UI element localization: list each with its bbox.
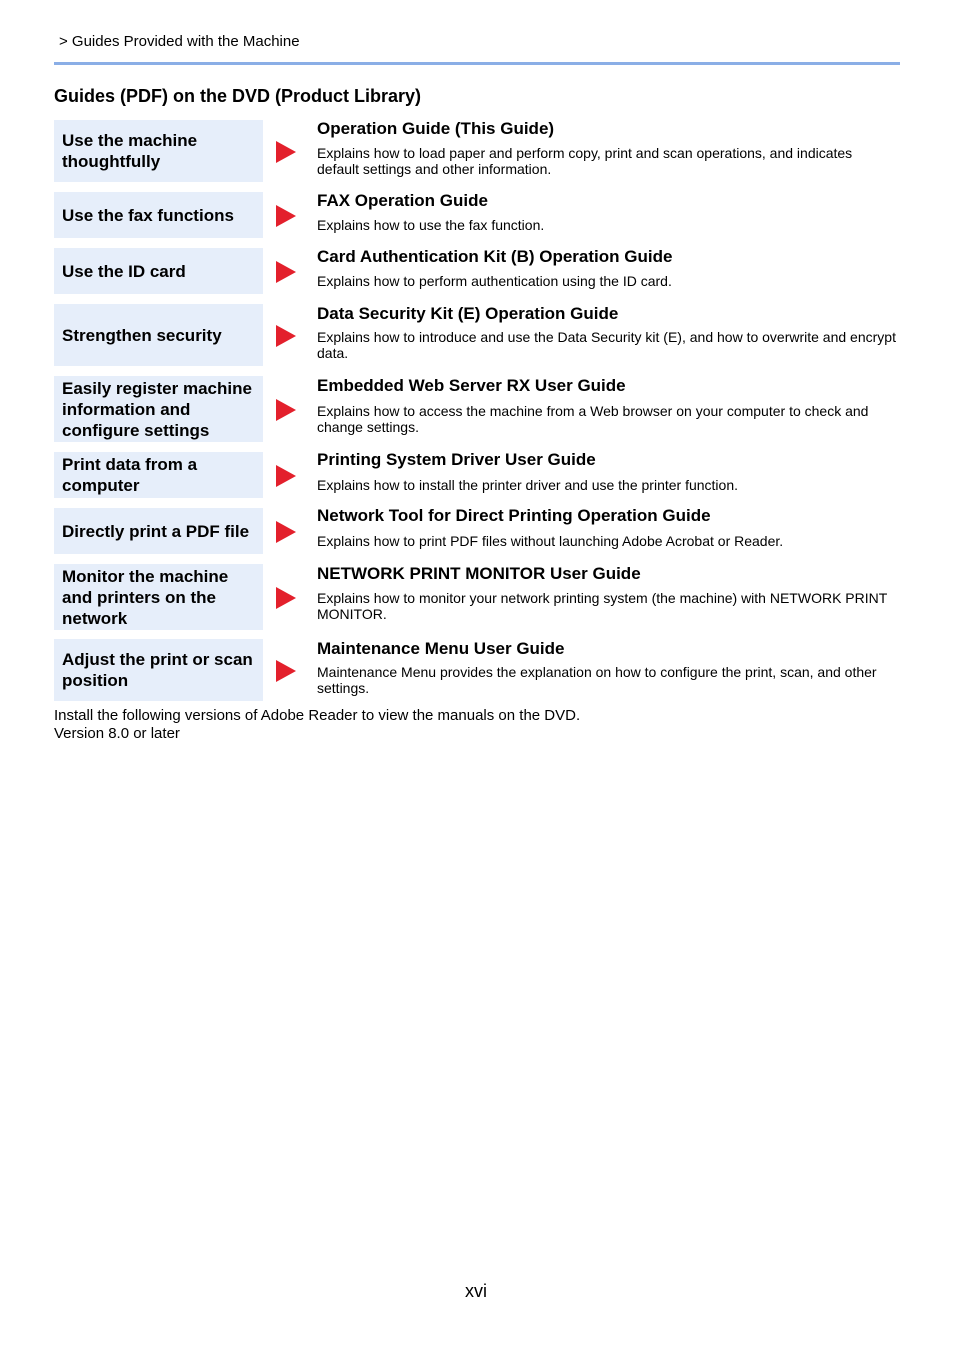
guide-description: Explains how to print PDF files without launching Adobe Acrobat or Reader.	[317, 533, 784, 549]
guide-description: Maintenance Menu provides the explanation on how to configure the print, scan, and other settings.	[317, 664, 877, 696]
task-box: Use the fax functions	[54, 192, 263, 238]
guide-title: Data Security Kit (E) Operation Guide	[317, 304, 619, 323]
task-box: Directly print a PDF file	[54, 508, 263, 554]
arrow-icon	[276, 587, 296, 609]
guide-title: Embedded Web Server RX User Guide	[317, 376, 626, 395]
guide-title: FAX Operation Guide	[317, 191, 488, 210]
guide-title: Maintenance Menu User Guide	[317, 639, 565, 658]
guide-description: Explains how to monitor your network printing system (the machine) with NETWORK PRINT MONITOR.	[317, 590, 888, 622]
guide-description: Explains how to perform authentication using the ID card.	[317, 273, 672, 289]
task-box: Use the machine thoughtfully	[54, 120, 263, 182]
guide-title: Printing System Driver User Guide	[317, 450, 596, 469]
guide-title: NETWORK PRINT MONITOR User Guide	[317, 564, 641, 583]
arrow-icon	[276, 261, 296, 283]
guide-description: Explains how to use the fax function.	[317, 217, 545, 233]
task-box: Strengthen security	[54, 304, 263, 366]
task-box: Use the ID card	[54, 248, 263, 294]
arrow-icon	[276, 465, 296, 487]
arrow-icon	[276, 521, 296, 543]
adobe-reader-note	[54, 707, 580, 743]
task-box: Adjust the print or scan position	[54, 639, 263, 701]
arrow-icon	[276, 141, 296, 163]
note-line: Version 8.0 or later	[54, 725, 180, 742]
guide-description: Explains how to install the printer driver and use the printer function.	[317, 477, 739, 493]
guide-title: Card Authentication Kit (B) Operation Guide	[317, 247, 673, 266]
guide-title: Operation Guide (This Guide)	[317, 119, 555, 138]
page-number: xvi	[465, 1281, 487, 1301]
arrow-icon	[276, 399, 296, 421]
header-divider	[54, 62, 900, 65]
guide-description: Explains how to load paper and perform copy, print and scan operations, and indicates default settings and other information.	[317, 145, 853, 177]
breadcrumb: > Guides Provided with the Machine	[59, 33, 300, 50]
arrow-icon	[276, 325, 296, 347]
note-line: Install the following versions of Adobe Reader to view the manuals on the DVD.	[54, 707, 581, 724]
task-box: Easily register machine information and configure settings	[54, 376, 263, 442]
section-title: Guides (PDF) on the DVD (Product Library)	[54, 86, 422, 106]
arrow-icon	[276, 660, 296, 682]
guide-description: Explains how to access the machine from a Web browser on your computer to check and change settings.	[317, 403, 869, 435]
arrow-icon	[276, 205, 296, 227]
guide-description: Explains how to introduce and use the Data Security kit (E), and how to overwrite and encrypt data.	[317, 329, 896, 361]
task-box: Monitor the machine and printers on the network	[54, 564, 263, 630]
guide-title: Network Tool for Direct Printing Operation Guide	[317, 506, 711, 525]
task-box: Print data from a computer	[54, 452, 263, 498]
